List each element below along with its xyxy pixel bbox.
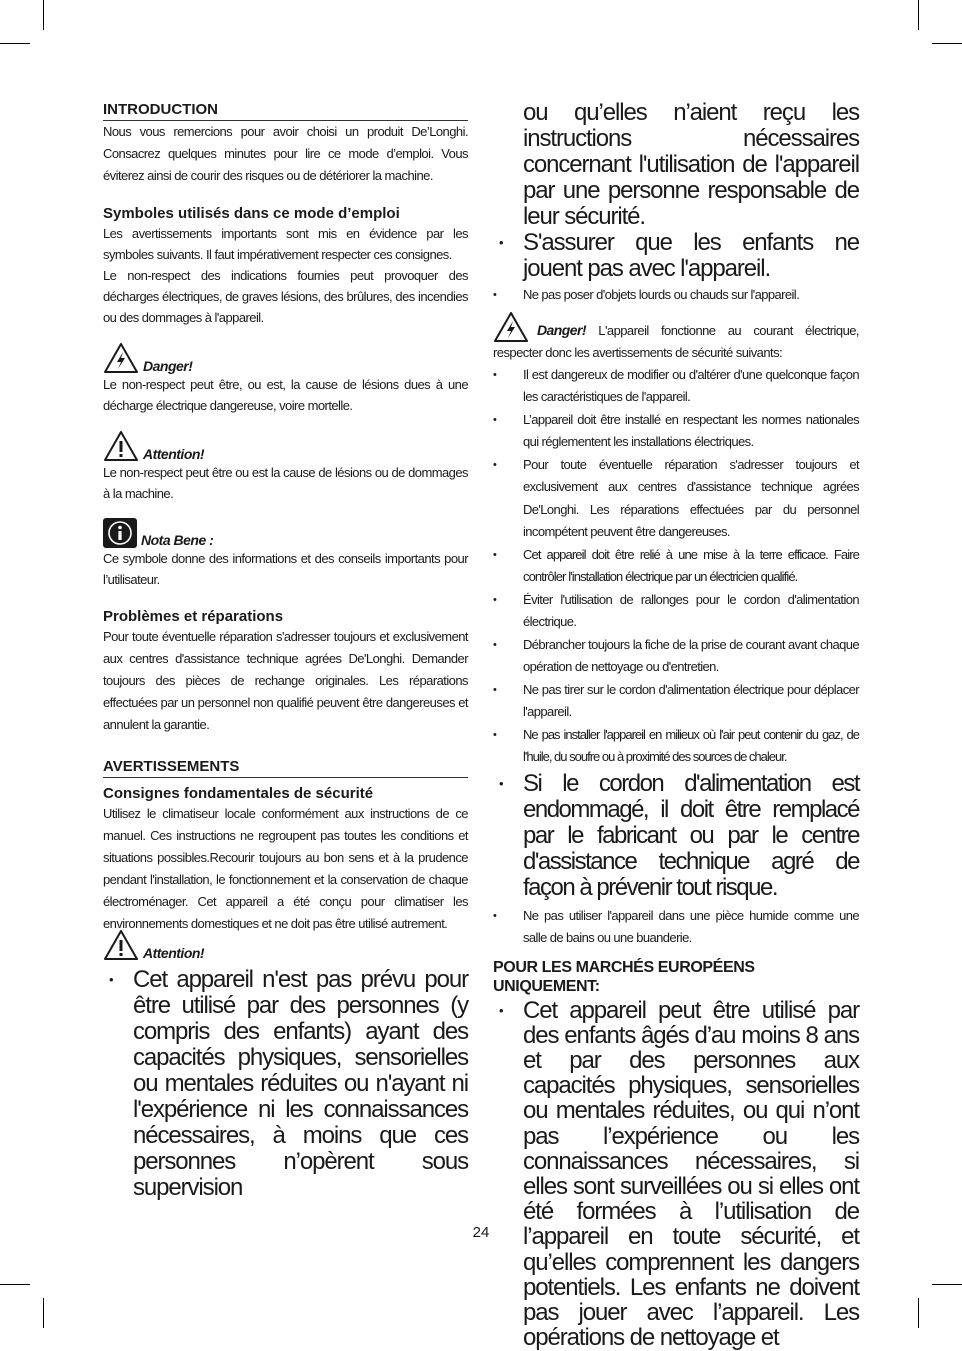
children-list [493,230,859,282]
attention-label: Attention! [143,446,205,462]
list-item: • L’appareil doit être installé en respectant les normes nationales qui réglementent les installations électriques. [493,409,859,454]
continuation-text: ou qu’elles n’aient reçu les instructions nécessaires concernant l'utilisation de l'appareil par une personne responsable de leur sécurité. [523,99,859,230]
intro-text: Nous vous remercions pour avoir choisi un produit De’Longhi. Consacrez quelques minutes pour lire ce mode d’emploi. Vous éviterez ainsi de courir des risques ou de détériorer la machine. [103,124,468,183]
left-column [103,100,468,1201]
list-item: • Il est dangereux de modifier ou d'altérer d'une quelconque façon les caractéristiques de l'appareil. [493,364,859,409]
danger-label: Danger! [143,358,193,374]
nota-label: Nota Bene : [141,532,214,548]
electric-safety-list [493,364,859,769]
humid-list [493,905,859,950]
danger-text: Le non-respect peut être, ou est, la cause de lésions dues à une décharge électrique dangereuse, voire mortelle. [103,377,468,413]
danger-intro-text: L'appareil fonctionne au courant électrique, respecter donc les avertissements de sécurité suivants: [493,322,859,360]
attention-symbol-row [103,430,468,462]
problems-text: Pour toute éventuelle réparation s'adresser toujours et exclusivement aux centres d'assistance technique agrées De'Longhi. Demander toujours des pièces de rechange originales. Les réparations effectuées par un personnel non qualifié peuvent être dangereuses et annulent la garantie. [103,629,468,732]
list-item: • Débrancher toujours la fiche de la prise de courant avant chaque opération de nettoyage ou d'entretien. [493,634,859,679]
list-item: • Ne pas installer l'appareil en milieux où l'air peut contenir du gaz, de l'huile, du soufre ou à proximité des sources de chaleur. [493,724,859,769]
crop-mark [43,0,44,30]
list-item: • Ne pas poser d'objets lourds ou chauds sur l'appareil. [493,284,859,307]
problems-title: Problèmes et réparations [103,608,284,625]
crop-mark [932,1284,962,1285]
basic-safety-title: Consignes fondamentales de sécurité [103,785,374,802]
crop-mark [43,1298,44,1328]
eu-title: POUR LES MARCHÉS EUROPÉENS UNIQUEMENT: [493,958,755,995]
crop-mark [932,43,962,44]
electric-danger-icon [103,342,139,374]
list-item: • Cet appareil peut être utilisé par des enfants âgés d’au moins 8 ans et par des personnes aux capacités physiques, sensorielles ou mentales réduites, ou qui n’ont pas l’expérience ou les connaissances nécessaires, si elles sont surveillées ou si elles ont été formées à l’utilisation de l’appareil en toute sécurité, et qu’elles comprennent les dangers potentiels. Les enfants ne doivent pas jouer avec l’appareil. Les opérations de nettoyage et [493,998,859,1351]
nota-symbol-row [103,518,468,548]
list-item: • Ne pas utiliser l'appareil dans une pièce humide comme une salle de bains ou une buanderie. [493,905,859,950]
eu-list [493,998,859,1351]
intro-title: INTRODUCTION [103,100,468,121]
list-item: • S'assurer que les enfants ne jouent pas avec l'appareil. [493,230,859,282]
crop-mark [918,1298,919,1328]
warning-icon [103,430,139,462]
page-number: 24 [472,1224,490,1241]
symbols-title: Symboles utilisés dans ce mode d’emploi [103,205,400,222]
danger-intro [493,319,859,364]
danger-symbol-row [103,342,468,374]
crop-mark [0,1284,30,1285]
list-item: • Si le cordon d'alimentation est endommagé, il doit être remplacé par le fabricant ou par le centre d'assistance technique agré de façon à prévenir tout risque. [493,771,859,901]
right-column [493,100,859,1350]
nota-text: Ce symbole donne des informations et des conseils importants pour l’utilisateur. [103,551,468,587]
attention2-label: Attention! [143,945,205,961]
continuation-list [493,100,859,230]
list-item: • Ne pas tirer sur le cordon d'alimentation électrique pour déplacer l'appareil. [493,679,859,724]
attention-text: Le non-respect peut être ou est la cause de lésions ou de dommages à la machine. [103,465,468,501]
danger-block [493,319,859,364]
objects-list [493,284,859,307]
basic-safety-text: Utilisez le climatiseur locale conformément aux instructions de ce manuel. Ces instructions ne regroupent pas toutes les conditions et situations possibles.Recourir toujours au bon sens et à la prudence pendant l'installation, le fonctionnement et la conservation de chaque électroménager. Cet appareil a été conçu pour climatiser les environnements domestiques et ne doit pas être utilisé autrement. [103,806,468,931]
crop-mark [918,0,919,30]
warning-icon [103,929,139,961]
symbols-text-1: Les avertissements importants sont mis en évidence par les symboles suivants. Il faut impérativement respecter ces consignes. [103,226,468,262]
warnings-title: AVERTISSEMENTS [103,757,468,778]
electric-danger-icon [493,311,529,343]
crop-mark [0,43,30,44]
danger-label: Danger! [537,321,587,338]
list-item: • Cet appareil n'est pas prévu pour être utilisé par des personnes (y compris des enfants) ayant des capacités physiques, sensorielles ou mentales réduites ou n'ayant ni l'expérience ni les connaissances nécessaires, à moins que ces personnes n’opèrent sous supervision [103,967,468,1201]
symbols-text-2: Le non-respect des indications fournies peut provoquer des décharges électriques, de graves lésions, des brûlures, des incendies ou des dommages à l'appareil. [103,268,468,325]
info-icon [103,518,137,548]
list-item: • Éviter l'utilisation de rallonges pour le cordon d'alimentation électrique. [493,589,859,634]
list-item: • Pour toute éventuelle réparation s'adresser toujours et exclusivement aux centres d'assistance technique agrées De'Longhi. Les réparations effectuées par du personnel incompétent peuvent être dangereuses. [493,454,859,544]
big-bullet-list [103,967,468,1201]
list-item: • Cet appareil doit être relié à une mise à la terre efficace. Faire contrôler l'installation électrique par un électricien qualifié. [493,544,859,589]
cord-list [493,771,859,901]
